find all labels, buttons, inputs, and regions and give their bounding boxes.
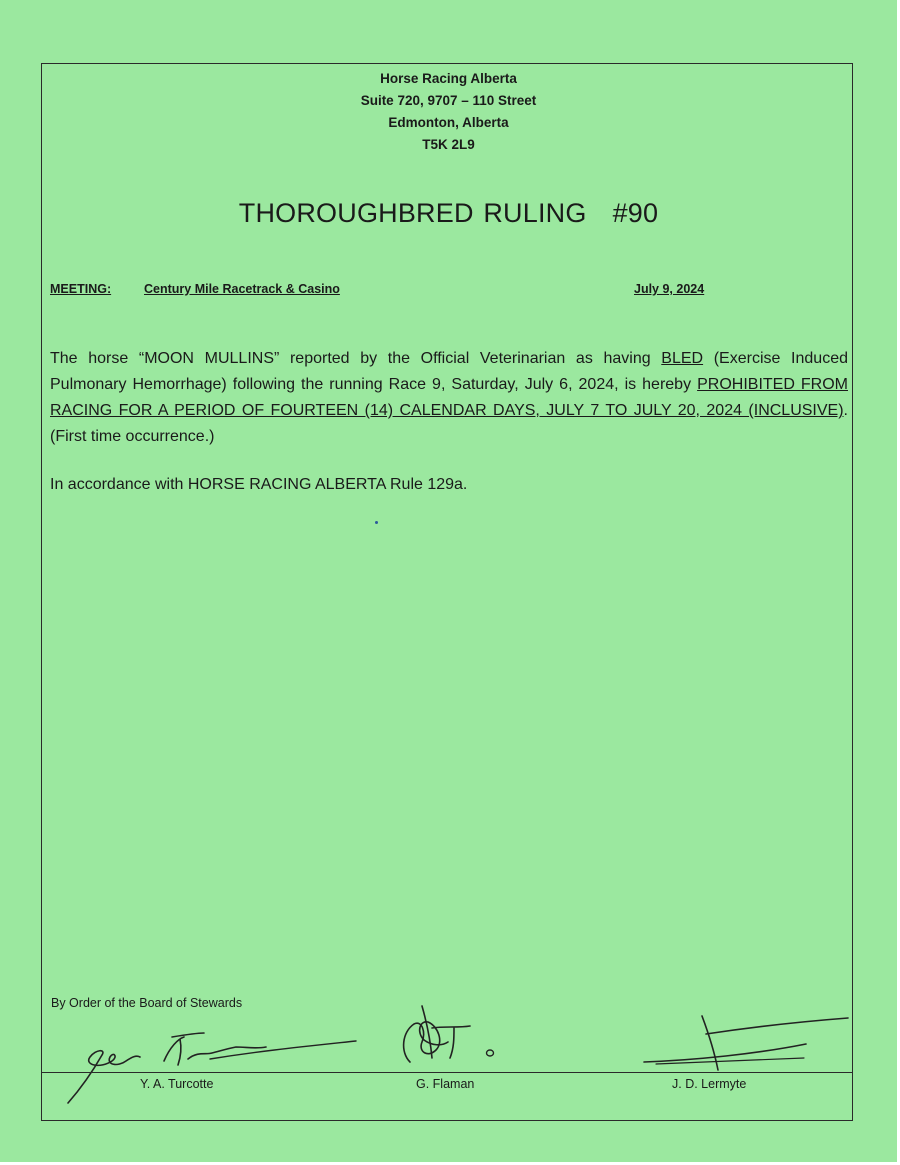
ruling-body bbox=[50, 346, 848, 450]
letterhead bbox=[0, 68, 897, 156]
steward-name-flaman: G. Flaman bbox=[416, 1077, 475, 1091]
prohibition-statement: PROHIBITED FROM RACING FOR A PERIOD OF FOURTEEN (14) CALENDAR DAYS, JULY 7 TO JULY 20, 2024 (INCLUSIVE) bbox=[50, 376, 848, 419]
steward-name-lermyte: J. D. Lermyte bbox=[672, 1077, 747, 1091]
address-city: Edmonton, Alberta bbox=[388, 115, 509, 130]
board-order-text: By Order of the Board of Stewards bbox=[51, 996, 243, 1010]
ruling-title-text: THOROUGHBRED RULING bbox=[238, 198, 587, 228]
signature-turcotte-icon bbox=[60, 1025, 370, 1110]
ruling-body-part1: The horse “MOON MULLINS” reported by the Official Veterinarian as having bbox=[50, 350, 662, 367]
address-postal-code: T5K 2L9 bbox=[422, 137, 475, 152]
ruling-title bbox=[0, 198, 897, 229]
organization-name: Horse Racing Alberta bbox=[380, 71, 517, 86]
rule-reference: In accordance with HORSE RACING ALBERTA Rule 129a. bbox=[50, 476, 468, 493]
ruling-body-part2: (Exercise Induced Pulmonary Hemorrhage) following the running Race 9, Saturday, July 6, 2024, is hereby bbox=[50, 350, 848, 393]
meeting-date: July 9, 2024 bbox=[634, 282, 705, 296]
meeting-label: MEETING: bbox=[50, 282, 112, 296]
signature-line bbox=[41, 1072, 853, 1073]
meeting-venue: Century Mile Racetrack & Casino bbox=[144, 282, 340, 296]
bled-term: BLED bbox=[661, 350, 704, 367]
ruling-number: #90 bbox=[612, 198, 659, 228]
ink-speck bbox=[375, 521, 378, 524]
steward-name-turcotte: Y. A. Turcotte bbox=[140, 1077, 214, 1091]
signature-lermyte-icon bbox=[636, 1010, 851, 1080]
ruling-body-part3: . (First time occurrence.) bbox=[50, 402, 848, 445]
address-street: Suite 720, 9707 – 110 Street bbox=[360, 93, 537, 108]
signature-flaman-icon bbox=[392, 1002, 502, 1077]
